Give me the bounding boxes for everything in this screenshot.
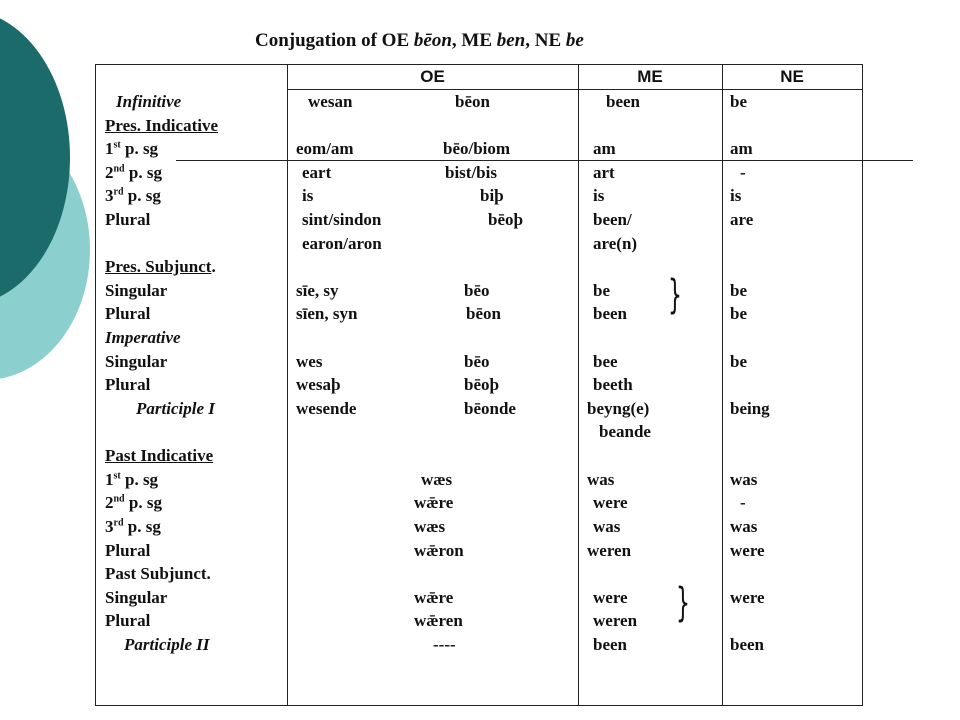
ne-participle2: been (730, 635, 764, 654)
label-plural: Plural (105, 304, 151, 323)
label-3rd-person: 3rd p. sg (105, 186, 161, 205)
me-1st-sg: am (593, 139, 616, 158)
oe-past-3rd-sg: wæs (414, 517, 446, 536)
label-past-subjunct: Past Subjunct. (105, 564, 211, 583)
label-singular: Singular (105, 588, 168, 607)
oe-1st-sg-a: eom/am (296, 139, 354, 158)
me-past-subj-pl: weren (593, 611, 638, 630)
me-participle1: beyng(e) (587, 399, 650, 418)
header-oe: OE (420, 67, 445, 86)
me-past-2nd-sg: were (593, 493, 628, 512)
label-2nd-person: 2nd p. sg (105, 493, 162, 512)
ne-1st-sg: am (730, 139, 753, 158)
brace-pres-subjunct: } (668, 272, 682, 318)
oe-subj-sg-b: bēo (464, 281, 490, 300)
oe-imp-sg-a: wes (296, 352, 323, 371)
oe-past-1st-sg: wæs (421, 470, 453, 489)
me-participle2: been (593, 635, 627, 654)
ne-past-2nd-sg: - (740, 493, 746, 512)
me-plural: been/ (593, 210, 632, 229)
oe-infinitive-beon: bēon (455, 92, 490, 111)
ne-past-1st-sg: was (730, 470, 758, 489)
ne-subj-sg: be (730, 281, 747, 300)
ne-past-3rd-sg: was (730, 517, 758, 536)
oe-imp-sg-b: bēo (464, 352, 490, 371)
me-2nd-sg: art (593, 163, 615, 182)
label-past-indicative: Past Indicative (105, 446, 214, 465)
me-imp-sg: bee (593, 352, 618, 371)
ne-plural: are (730, 210, 754, 229)
header-me: ME (637, 67, 663, 86)
oe-past-subj-sg: wǣre (414, 588, 454, 607)
label-pres-indicative: Pres. Indicative (105, 116, 219, 135)
oe-imp-pl-b: bēoþ (464, 375, 499, 394)
label-plural: Plural (105, 541, 151, 560)
oe-imp-pl-a: wesaþ (296, 375, 341, 394)
oe-subj-pl-a: sīen, syn (296, 304, 358, 323)
ne-subj-pl: be (730, 304, 747, 323)
oe-plural-b: bēoþ (488, 210, 523, 229)
label-plural: Plural (105, 375, 151, 394)
oe-infinitive-wesan: wesan (308, 92, 353, 111)
me-participle1-b: beande (599, 422, 651, 441)
label-singular: Singular (105, 352, 168, 371)
oe-1st-sg-b: bēo/biom (443, 139, 511, 158)
column-divider (287, 65, 288, 705)
label-plural: Plural (105, 611, 151, 630)
me-past-plural: weren (587, 541, 632, 560)
oe-3rd-sg-b: biþ (480, 186, 504, 205)
brace-past-subjunct: } (676, 580, 690, 626)
column-divider (578, 65, 579, 705)
header-divider (287, 89, 862, 90)
ne-2nd-sg: - (740, 163, 746, 182)
ne-past-plural: were (730, 541, 765, 560)
me-imp-pl: beeth (593, 375, 633, 394)
slide-title: Conjugation of OE bēon, ME ben, NE be (255, 30, 584, 51)
label-2nd-person: 2nd p. sg (105, 163, 162, 182)
oe-past-2nd-sg: wǣre (414, 493, 454, 512)
oe-2nd-sg-a: eart (302, 163, 332, 182)
ne-participle1: being (730, 399, 770, 418)
label-participle-2: Participle II (124, 635, 210, 654)
oe-participle2: ---- (433, 635, 456, 654)
oe-participle1-b: bēonde (464, 399, 516, 418)
header-ne: NE (780, 67, 804, 86)
oe-subj-sg-a: sīe, sy (296, 281, 339, 300)
conjugation-table (95, 64, 863, 706)
label-1st-person: 1st p. sg (105, 139, 159, 158)
label-infinitive: Infinitive (116, 92, 182, 111)
row-divider (176, 160, 913, 161)
oe-plural-a: sint/sindon (302, 210, 382, 229)
label-3rd-person: 3rd p. sg (105, 517, 161, 536)
column-divider (722, 65, 723, 705)
me-subj-sg: be (593, 281, 610, 300)
label-participle-1: Participle I (136, 399, 215, 418)
me-past-3rd-sg: was (593, 517, 621, 536)
me-past-subj-sg: were (593, 588, 628, 607)
me-subj-pl: been (593, 304, 627, 323)
oe-participle1-a: wesende (296, 399, 357, 418)
ne-past-subj-sg: were (730, 588, 765, 607)
label-plural: Plural (105, 210, 151, 229)
me-plural-2: are(n) (593, 234, 638, 253)
ne-imp-sg: be (730, 352, 747, 371)
me-infinitive: been (606, 92, 640, 111)
oe-2nd-sg-b: bist/bis (445, 163, 497, 182)
oe-subj-pl-b: bēon (466, 304, 501, 323)
label-singular: Singular (105, 281, 168, 300)
label-1st-person: 1st p. sg (105, 470, 159, 489)
oe-past-subj-pl: wǣren (414, 611, 463, 630)
oe-past-plural: wǣron (414, 541, 464, 560)
oe-3rd-sg-a: is (302, 186, 314, 205)
me-past-1st-sg: was (587, 470, 615, 489)
oe-plural-a2: earon/aron (302, 234, 382, 253)
ne-infinitive: be (730, 92, 747, 111)
label-imperative: Imperative (105, 328, 181, 347)
label-pres-subjunct: Pres. Subjunct. (105, 257, 216, 276)
me-3rd-sg: is (593, 186, 605, 205)
ne-3rd-sg: is (730, 186, 742, 205)
